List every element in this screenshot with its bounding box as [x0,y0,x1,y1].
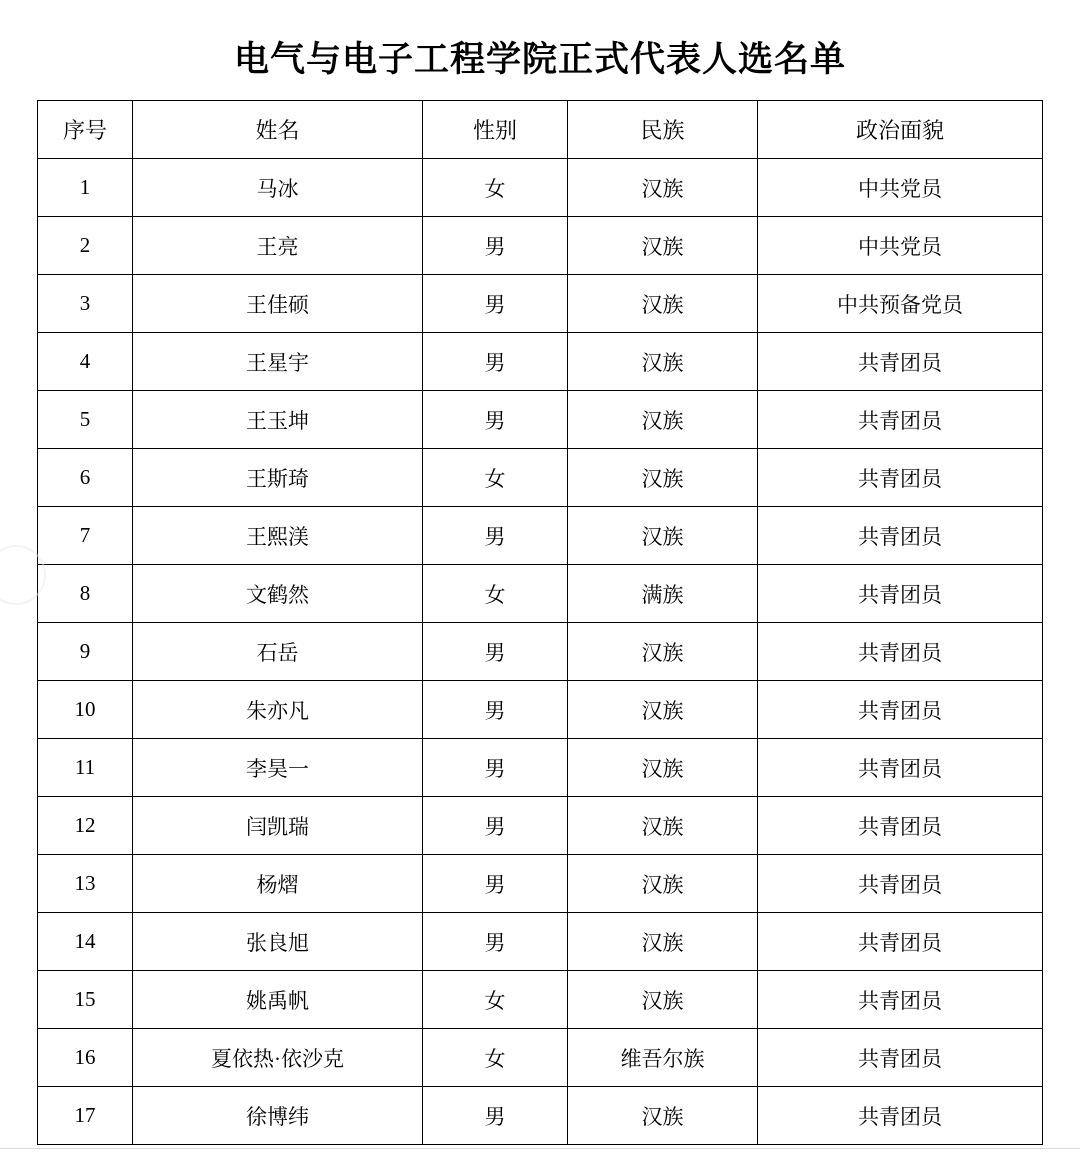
cell-ethnicity: 汉族 [568,739,758,797]
cell-name: 闫凯瑞 [133,797,423,855]
cell-name: 杨熠 [133,855,423,913]
table-row [38,391,1043,449]
cell-name: 徐博纬 [133,1087,423,1145]
table-row [38,971,1043,1029]
cell-ethnicity: 维吾尔族 [568,1029,758,1087]
cell-political: 共青团员 [758,565,1043,623]
cell-index: 15 [38,971,133,1029]
cell-gender: 男 [423,855,568,913]
table-row [38,333,1043,391]
cell-political: 共青团员 [758,681,1043,739]
table-row [38,913,1043,971]
table-row [38,855,1043,913]
page-bottom-divider [0,1148,1080,1149]
cell-ethnicity: 汉族 [568,913,758,971]
cell-index: 9 [38,623,133,681]
cell-index: 17 [38,1087,133,1145]
cell-name: 李昊一 [133,739,423,797]
cell-name: 王佳硕 [133,275,423,333]
cell-ethnicity: 汉族 [568,217,758,275]
cell-name: 姚禹帆 [133,971,423,1029]
table-row [38,217,1043,275]
table-header-row [38,101,1043,159]
table-row [38,507,1043,565]
cell-political: 共青团员 [758,1087,1043,1145]
cell-name: 朱亦凡 [133,681,423,739]
cell-index: 12 [38,797,133,855]
cell-political: 共青团员 [758,507,1043,565]
cell-index: 4 [38,333,133,391]
cell-gender: 男 [423,1087,568,1145]
cell-gender: 男 [423,507,568,565]
cell-gender: 男 [423,797,568,855]
table-row [38,449,1043,507]
column-header-ethnicity: 民族 [568,101,758,159]
column-header-index: 序号 [38,101,133,159]
cell-political: 共青团员 [758,739,1043,797]
cell-political: 中共党员 [758,159,1043,217]
table-row [38,565,1043,623]
cell-name: 王熙渼 [133,507,423,565]
column-header-name: 姓名 [133,101,423,159]
page-title: 电气与电子工程学院正式代表人选名单 [233,40,846,79]
cell-political: 共青团员 [758,623,1043,681]
cell-index: 11 [38,739,133,797]
cell-index: 6 [38,449,133,507]
cell-ethnicity: 汉族 [568,449,758,507]
cell-ethnicity: 汉族 [568,855,758,913]
cell-gender: 男 [423,391,568,449]
cell-gender: 女 [423,159,568,217]
table-row [38,681,1043,739]
cell-index: 3 [38,275,133,333]
cell-ethnicity: 汉族 [568,275,758,333]
cell-index: 13 [38,855,133,913]
cell-gender: 男 [423,739,568,797]
cell-index: 14 [38,913,133,971]
cell-name: 王斯琦 [133,449,423,507]
cell-ethnicity: 汉族 [568,391,758,449]
cell-political: 共青团员 [758,391,1043,449]
cell-political: 共青团员 [758,797,1043,855]
table-row [38,1087,1043,1145]
cell-name: 王亮 [133,217,423,275]
cell-ethnicity: 汉族 [568,681,758,739]
cell-gender: 男 [423,623,568,681]
cell-index: 8 [38,565,133,623]
cell-ethnicity: 汉族 [568,623,758,681]
cell-political: 共青团员 [758,971,1043,1029]
cell-ethnicity: 汉族 [568,159,758,217]
cell-name: 马冰 [133,159,423,217]
table-row [38,797,1043,855]
table-row [38,623,1043,681]
cell-ethnicity: 满族 [568,565,758,623]
cell-index: 1 [38,159,133,217]
cell-index: 7 [38,507,133,565]
table-row [38,275,1043,333]
cell-gender: 女 [423,1029,568,1087]
cell-name: 王玉坤 [133,391,423,449]
cell-gender: 女 [423,449,568,507]
cell-ethnicity: 汉族 [568,507,758,565]
table-body [38,159,1043,1145]
cell-political: 中共预备党员 [758,275,1043,333]
column-header-gender: 性别 [423,101,568,159]
cell-name: 张良旭 [133,913,423,971]
cell-political: 共青团员 [758,449,1043,507]
cell-name: 石岳 [133,623,423,681]
cell-gender: 女 [423,971,568,1029]
cell-gender: 女 [423,565,568,623]
cell-political: 共青团员 [758,913,1043,971]
cell-name: 王星宇 [133,333,423,391]
cell-ethnicity: 汉族 [568,971,758,1029]
cell-gender: 男 [423,333,568,391]
cell-name: 夏依热·依沙克 [133,1029,423,1087]
cell-gender: 男 [423,275,568,333]
cell-gender: 男 [423,913,568,971]
cell-ethnicity: 汉族 [568,797,758,855]
column-header-political: 政治面貌 [758,101,1043,159]
cell-index: 2 [38,217,133,275]
cell-ethnicity: 汉族 [568,333,758,391]
cell-index: 10 [38,681,133,739]
cell-political: 共青团员 [758,333,1043,391]
cell-ethnicity: 汉族 [568,1087,758,1145]
cell-political: 中共党员 [758,217,1043,275]
table-row [38,1029,1043,1087]
cell-index: 5 [38,391,133,449]
cell-political: 共青团员 [758,855,1043,913]
cell-political: 共青团员 [758,1029,1043,1087]
representative-roster-table [37,100,1043,1145]
cell-index: 16 [38,1029,133,1087]
table-row [38,739,1043,797]
table-header [38,101,1043,159]
cell-name: 文鹤然 [133,565,423,623]
cell-gender: 男 [423,217,568,275]
cell-gender: 男 [423,681,568,739]
table-row [38,159,1043,217]
